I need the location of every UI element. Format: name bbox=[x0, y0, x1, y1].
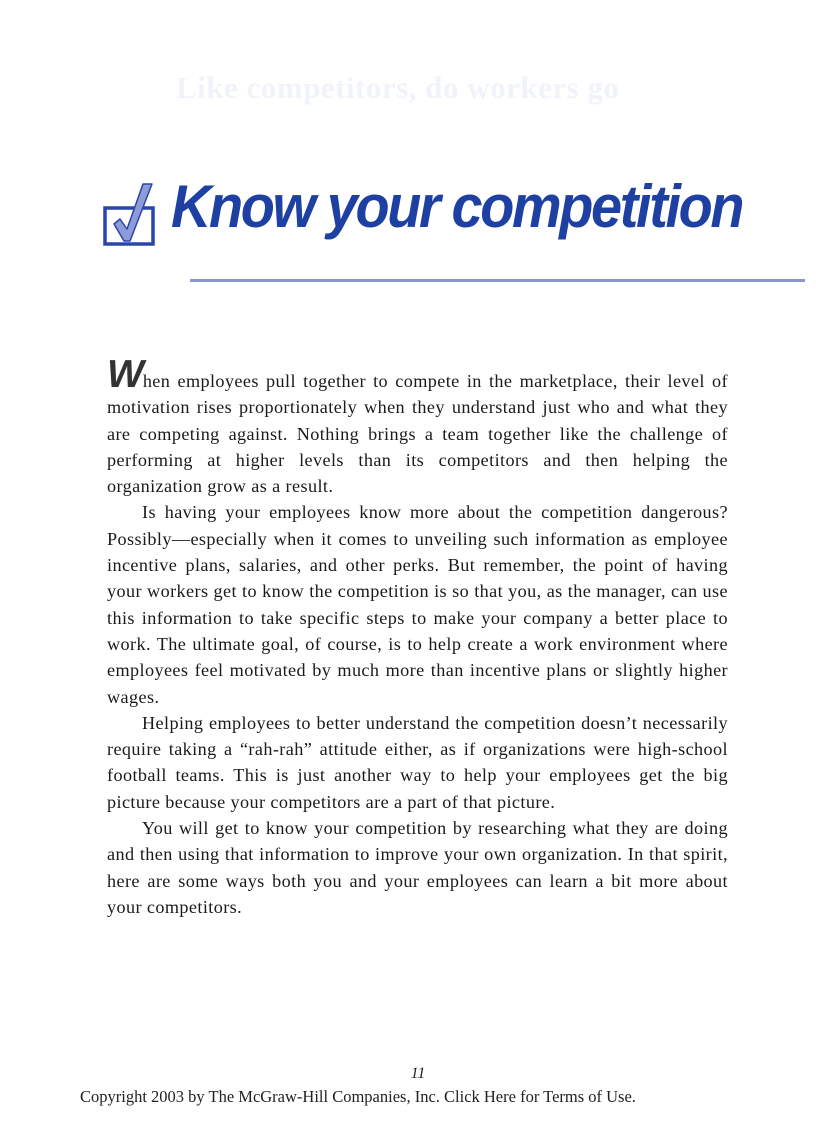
terms-of-use-link[interactable]: Click Here for Terms of Use. bbox=[444, 1087, 636, 1106]
body-text bbox=[107, 353, 728, 920]
ghost-header: Like competitors, do workers go bbox=[176, 70, 620, 105]
paragraph-4: You will get to know your competition by researching what they are doing and then using that information to improve your own organization. In that spirit, here are some ways both you and your employees can learn a bit more about your competitors. bbox=[107, 818, 728, 917]
title-rule bbox=[190, 279, 805, 282]
checkbox-checkmark-icon bbox=[103, 180, 157, 246]
paragraph-2: Is having your employees know more about the competition dangerous? Possibly—especially when it comes to unveiling such information as employee incentive plans, salaries, and other perks. But remember, the point of having your workers get to know the competition is so that you, as the manager, can use this information to take specific steps to make your company a better place to work. The ultimate goal, of course, is to help create a work environment where employees feel motivated by much more than incentive plans or slightly higher wages. bbox=[107, 502, 728, 707]
paragraph-1 bbox=[107, 353, 728, 499]
copyright-text: Copyright 2003 by The McGraw-Hill Companies, Inc. bbox=[80, 1087, 445, 1106]
paragraph-1-text: hen employees pull together to compete in the marketplace, their level of motivation rises proportionately when they understand just who and what they are competing against. Nothing brings a team together like the challenge of performing at higher levels than its competitors and then helping the organization grow as a result. bbox=[107, 371, 728, 497]
chapter-title: Know your competition bbox=[171, 173, 743, 240]
page-number: 11 bbox=[410, 1065, 426, 1082]
copyright-footer bbox=[80, 1087, 636, 1107]
paragraph-3: Helping employees to better understand the competition doesn’t necessarily require taking a “rah-rah” attitude either, as if organizations were high-school football teams. This is just another way to help your employees get the big picture because your competitors are a part of that picture. bbox=[107, 712, 728, 812]
drop-cap: W bbox=[107, 353, 143, 396]
